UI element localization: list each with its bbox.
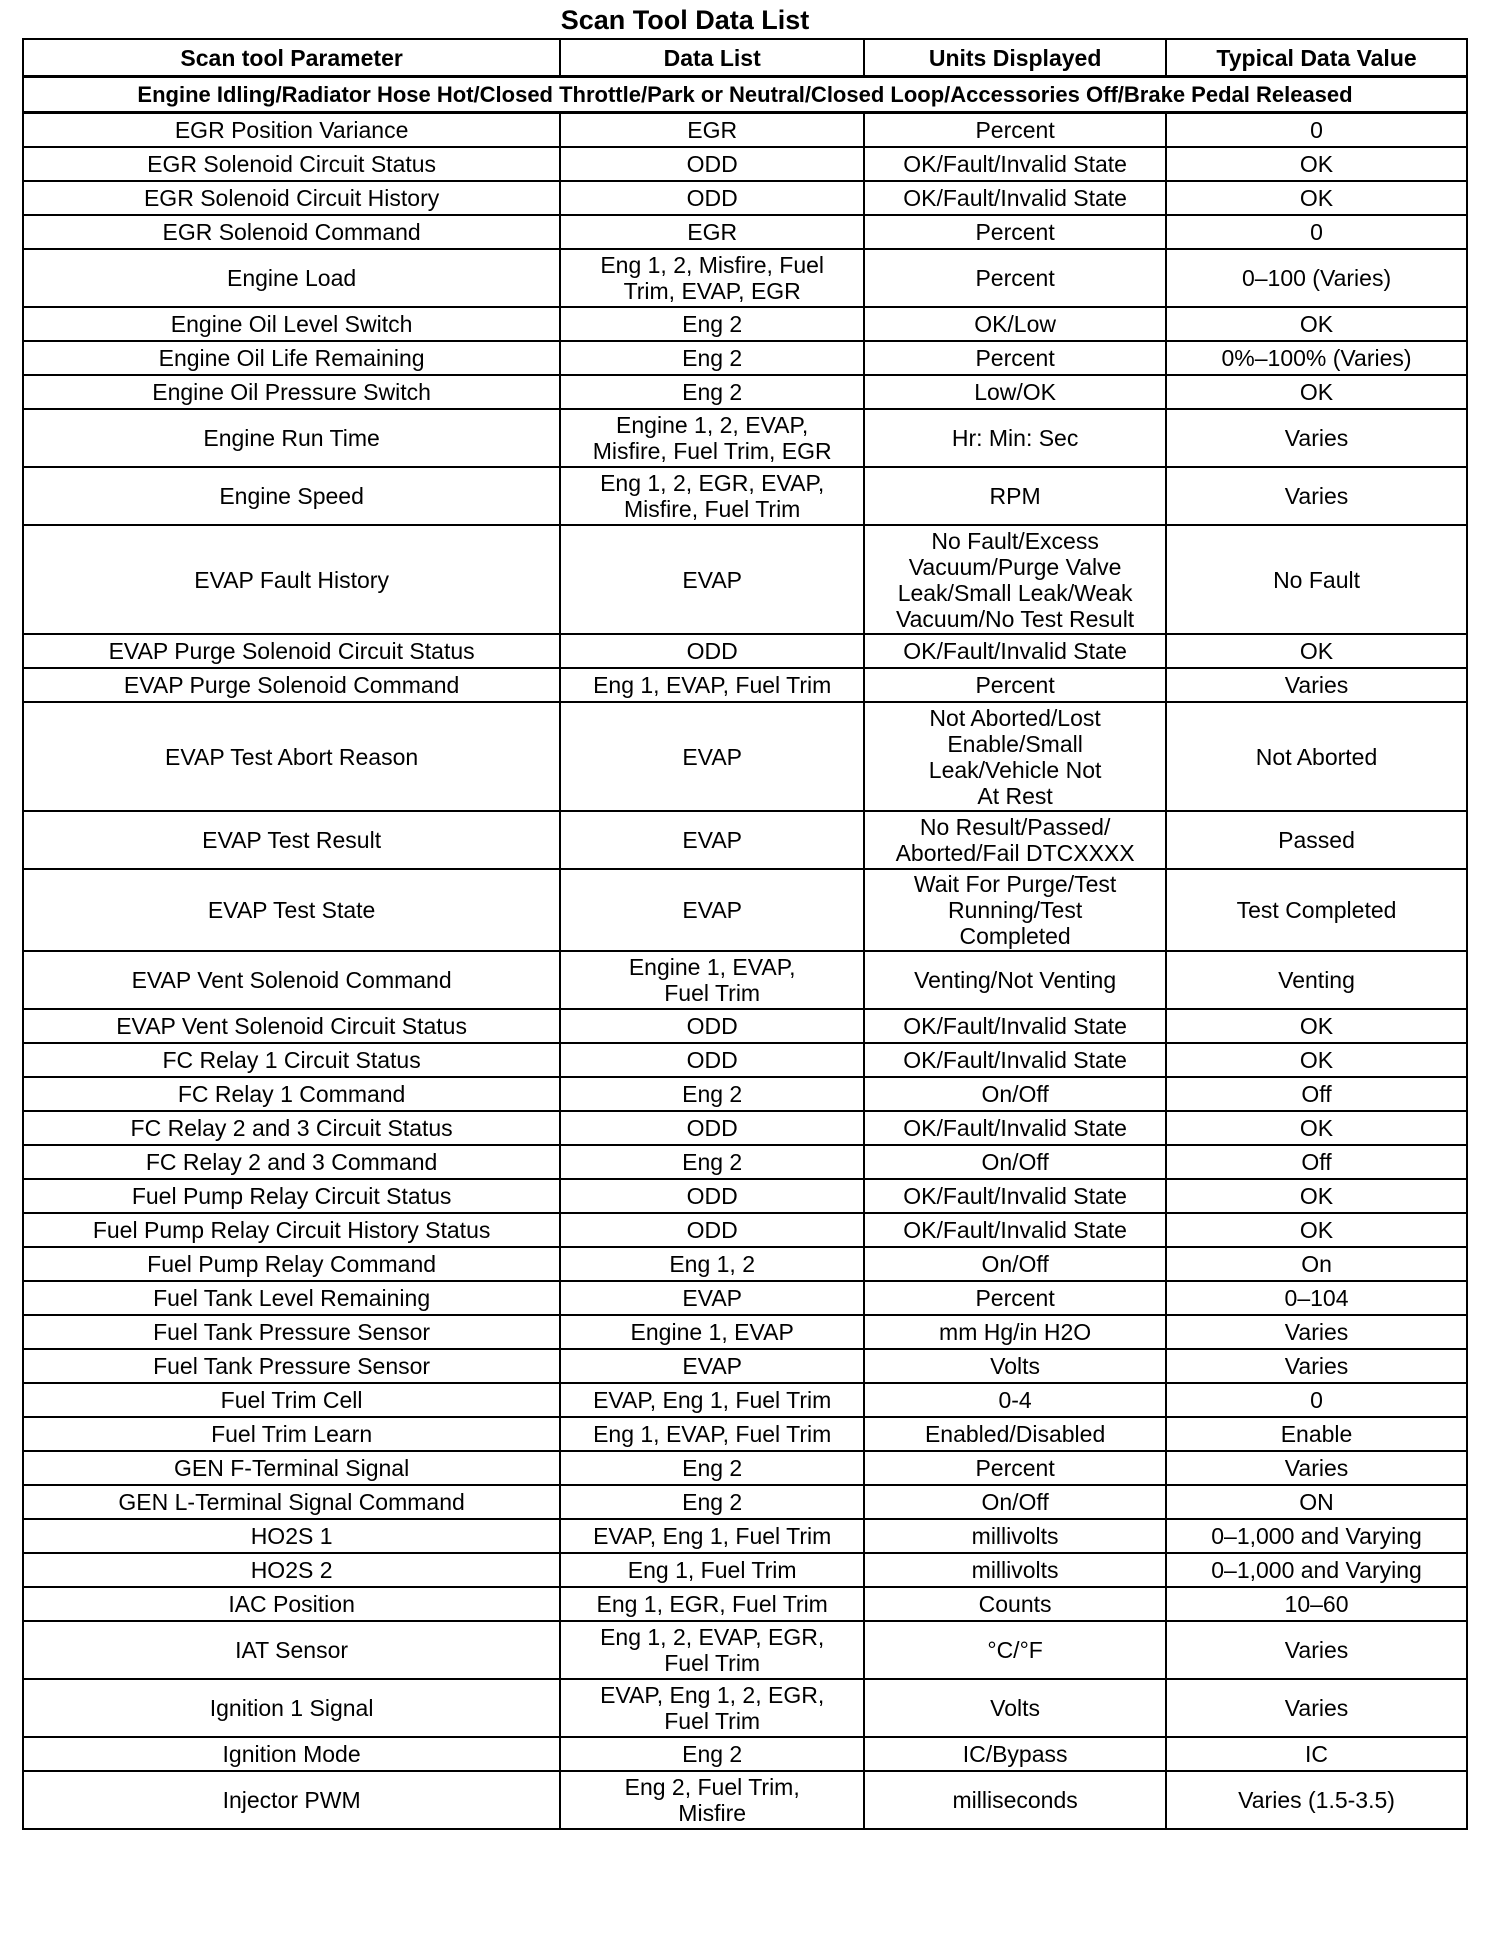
page-title: Scan Tool Data List xyxy=(560,5,810,35)
cell-data-list: EVAP, Eng 1, Fuel Trim xyxy=(560,1519,864,1553)
cell-typical-value: 0–1,000 and Varying xyxy=(1166,1519,1467,1553)
cell-units: No Result/Passed/ Aborted/Fail DTCXXXX xyxy=(864,811,1166,869)
cell-parameter: Injector PWM xyxy=(23,1771,560,1829)
cell-units: OK/Fault/Invalid State xyxy=(864,1009,1166,1043)
cell-typical-value: OK xyxy=(1166,147,1467,181)
cell-units: milliseconds xyxy=(864,1771,1166,1829)
cell-data-list: Eng 2 xyxy=(560,1485,864,1519)
cell-data-list: Eng 2 xyxy=(560,1737,864,1771)
cell-typical-value: OK xyxy=(1166,1043,1467,1077)
cell-typical-value: On xyxy=(1166,1247,1467,1281)
cell-units: Enabled/Disabled xyxy=(864,1417,1166,1451)
cell-units: Wait For Purge/Test Running/Test Completed xyxy=(864,869,1166,951)
cell-typical-value: Varies (1.5-3.5) xyxy=(1166,1771,1467,1829)
cell-units: Percent xyxy=(864,1451,1166,1485)
cell-typical-value: OK xyxy=(1166,1111,1467,1145)
table-row xyxy=(23,1145,1467,1179)
cell-typical-value: Varies xyxy=(1166,1349,1467,1383)
cell-units: On/Off xyxy=(864,1077,1166,1111)
cell-parameter: Ignition Mode xyxy=(23,1737,560,1771)
cell-parameter: EVAP Vent Solenoid Circuit Status xyxy=(23,1009,560,1043)
cell-typical-value: 0–1,000 and Varying xyxy=(1166,1553,1467,1587)
cell-units: Percent xyxy=(864,249,1166,307)
cell-typical-value: ON xyxy=(1166,1485,1467,1519)
cell-parameter: Fuel Tank Pressure Sensor xyxy=(23,1349,560,1383)
table-row xyxy=(23,341,1467,375)
cell-units: No Fault/Excess Vacuum/Purge Valve Leak/Small Leak/Weak Vacuum/No Test Result xyxy=(864,525,1166,634)
cell-data-list: Eng 2 xyxy=(560,1077,864,1111)
cell-data-list: EVAP xyxy=(560,1349,864,1383)
cell-data-list: Eng 2, Fuel Trim, Misfire xyxy=(560,1771,864,1829)
cell-parameter: FC Relay 2 and 3 Command xyxy=(23,1145,560,1179)
table-row xyxy=(23,1043,1467,1077)
cell-units: On/Off xyxy=(864,1145,1166,1179)
table-row xyxy=(23,668,1467,702)
cell-typical-value: Enable xyxy=(1166,1417,1467,1451)
header-typical-value: Typical Data Value xyxy=(1166,39,1467,77)
cell-typical-value: No Fault xyxy=(1166,525,1467,634)
table-row xyxy=(23,1281,1467,1315)
cell-parameter: FC Relay 1 Command xyxy=(23,1077,560,1111)
cell-typical-value: OK xyxy=(1166,1213,1467,1247)
cell-units: millivolts xyxy=(864,1553,1166,1587)
cell-data-list: ODD xyxy=(560,634,864,668)
table-row xyxy=(23,1451,1467,1485)
cell-parameter: Fuel Tank Level Remaining xyxy=(23,1281,560,1315)
cell-typical-value: Varies xyxy=(1166,467,1467,525)
cell-data-list: ODD xyxy=(560,1111,864,1145)
cell-parameter: EGR Solenoid Circuit History xyxy=(23,181,560,215)
table-row xyxy=(23,1587,1467,1621)
cell-typical-value: IC xyxy=(1166,1737,1467,1771)
cell-typical-value: 0–104 xyxy=(1166,1281,1467,1315)
table-row xyxy=(23,702,1467,811)
cell-units: On/Off xyxy=(864,1485,1166,1519)
cell-units: OK/Fault/Invalid State xyxy=(864,1111,1166,1145)
cell-data-list: Eng 1, 2, EGR, EVAP, Misfire, Fuel Trim xyxy=(560,467,864,525)
cell-units: On/Off xyxy=(864,1247,1166,1281)
cell-typical-value: 10–60 xyxy=(1166,1587,1467,1621)
cell-units: Not Aborted/Lost Enable/Small Leak/Vehicle Not At Rest xyxy=(864,702,1166,811)
cell-typical-value: Not Aborted xyxy=(1166,702,1467,811)
cell-parameter: Engine Load xyxy=(23,249,560,307)
cell-typical-value: Varies xyxy=(1166,409,1467,467)
cell-parameter: IAC Position xyxy=(23,1587,560,1621)
cell-units: Percent xyxy=(864,668,1166,702)
cell-parameter: EVAP Test State xyxy=(23,869,560,951)
cell-data-list: EVAP xyxy=(560,702,864,811)
table-row xyxy=(23,1213,1467,1247)
cell-units: Percent xyxy=(864,113,1166,148)
cell-typical-value: Varies xyxy=(1166,1679,1467,1737)
cell-units: OK/Fault/Invalid State xyxy=(864,1179,1166,1213)
cell-data-list: ODD xyxy=(560,1043,864,1077)
cell-units: Venting/Not Venting xyxy=(864,951,1166,1009)
table-row xyxy=(23,1111,1467,1145)
table-row xyxy=(23,525,1467,634)
cell-data-list: Eng 2 xyxy=(560,307,864,341)
cell-data-list: Eng 1, 2, Misfire, Fuel Trim, EVAP, EGR xyxy=(560,249,864,307)
cell-data-list: EVAP, Eng 1, 2, EGR, Fuel Trim xyxy=(560,1679,864,1737)
cell-data-list: Engine 1, EVAP xyxy=(560,1315,864,1349)
cell-data-list: Eng 2 xyxy=(560,341,864,375)
cell-typical-value: Varies xyxy=(1166,668,1467,702)
cell-parameter: EVAP Vent Solenoid Command xyxy=(23,951,560,1009)
cell-data-list: Engine 1, 2, EVAP, Misfire, Fuel Trim, EGR xyxy=(560,409,864,467)
cell-data-list: ODD xyxy=(560,181,864,215)
table-row xyxy=(23,215,1467,249)
cell-units: mm Hg/in H2O xyxy=(864,1315,1166,1349)
table-row xyxy=(23,1009,1467,1043)
cell-units: Percent xyxy=(864,1281,1166,1315)
table-row xyxy=(23,634,1467,668)
cell-typical-value: OK xyxy=(1166,1179,1467,1213)
cell-typical-value: Varies xyxy=(1166,1451,1467,1485)
table-row xyxy=(23,1247,1467,1281)
cell-data-list: Eng 2 xyxy=(560,1145,864,1179)
cell-units: °C/°F xyxy=(864,1621,1166,1679)
cell-units: IC/Bypass xyxy=(864,1737,1166,1771)
cell-units: Hr: Min: Sec xyxy=(864,409,1166,467)
cell-parameter: EVAP Purge Solenoid Circuit Status xyxy=(23,634,560,668)
table-row xyxy=(23,811,1467,869)
table-row xyxy=(23,1077,1467,1111)
cell-units: OK/Fault/Invalid State xyxy=(864,181,1166,215)
cell-data-list: EVAP, Eng 1, Fuel Trim xyxy=(560,1383,864,1417)
cell-data-list: ODD xyxy=(560,1213,864,1247)
cell-parameter: EVAP Test Result xyxy=(23,811,560,869)
cell-data-list: EVAP xyxy=(560,525,864,634)
cell-parameter: Fuel Pump Relay Circuit History Status xyxy=(23,1213,560,1247)
table-row xyxy=(23,181,1467,215)
cell-parameter: Fuel Pump Relay Circuit Status xyxy=(23,1179,560,1213)
cell-parameter: Engine Run Time xyxy=(23,409,560,467)
cell-typical-value: 0%–100% (Varies) xyxy=(1166,341,1467,375)
cell-parameter: GEN L-Terminal Signal Command xyxy=(23,1485,560,1519)
cell-parameter: EGR Position Variance xyxy=(23,113,560,148)
cell-parameter: FC Relay 1 Circuit Status xyxy=(23,1043,560,1077)
table-row xyxy=(23,467,1467,525)
cell-data-list: Eng 1, Fuel Trim xyxy=(560,1553,864,1587)
cell-data-list: EGR xyxy=(560,113,864,148)
cell-typical-value: OK xyxy=(1166,307,1467,341)
cell-data-list: ODD xyxy=(560,1179,864,1213)
cell-parameter: EVAP Fault History xyxy=(23,525,560,634)
table-row xyxy=(23,1315,1467,1349)
cell-parameter: HO2S 2 xyxy=(23,1553,560,1587)
cell-parameter: Engine Speed xyxy=(23,467,560,525)
cell-units: OK/Fault/Invalid State xyxy=(864,1043,1166,1077)
table-row xyxy=(23,1485,1467,1519)
table-row xyxy=(23,1553,1467,1587)
cell-data-list: EVAP xyxy=(560,1281,864,1315)
cell-units: OK/Fault/Invalid State xyxy=(864,634,1166,668)
cell-typical-value: OK xyxy=(1166,1009,1467,1043)
cell-data-list: EVAP xyxy=(560,811,864,869)
cell-parameter: Engine Oil Life Remaining xyxy=(23,341,560,375)
header-parameter: Scan tool Parameter xyxy=(23,39,560,77)
cell-typical-value: 0–100 (Varies) xyxy=(1166,249,1467,307)
table-row xyxy=(23,307,1467,341)
cell-units: millivolts xyxy=(864,1519,1166,1553)
cell-parameter: GEN F-Terminal Signal xyxy=(23,1451,560,1485)
table-row xyxy=(23,1679,1467,1737)
cell-units: Volts xyxy=(864,1349,1166,1383)
cell-units: RPM xyxy=(864,467,1166,525)
cell-units: OK/Low xyxy=(864,307,1166,341)
cell-units: Low/OK xyxy=(864,375,1166,409)
cell-parameter: Engine Oil Level Switch xyxy=(23,307,560,341)
cell-data-list: EVAP xyxy=(560,869,864,951)
cell-typical-value: 0 xyxy=(1166,113,1467,148)
header-row xyxy=(23,39,1467,77)
cell-parameter: EGR Solenoid Command xyxy=(23,215,560,249)
scan-tool-data-table xyxy=(22,38,1468,1830)
cell-data-list: ODD xyxy=(560,147,864,181)
cell-typical-value: Varies xyxy=(1166,1315,1467,1349)
table-row xyxy=(23,1349,1467,1383)
table-row xyxy=(23,147,1467,181)
cell-data-list: Eng 1, EVAP, Fuel Trim xyxy=(560,1417,864,1451)
table-row xyxy=(23,1179,1467,1213)
cell-data-list: Eng 2 xyxy=(560,1451,864,1485)
condition-text: Engine Idling/Radiator Hose Hot/Closed Throttle/Park or Neutral/Closed Loop/Accessories Off/Brake Pedal Released xyxy=(23,77,1467,113)
cell-data-list: Engine 1, EVAP, Fuel Trim xyxy=(560,951,864,1009)
table-row xyxy=(23,1383,1467,1417)
table-row xyxy=(23,1771,1467,1829)
cell-data-list: Eng 1, EGR, Fuel Trim xyxy=(560,1587,864,1621)
table-row xyxy=(23,1621,1467,1679)
cell-typical-value: Passed xyxy=(1166,811,1467,869)
condition-row xyxy=(23,77,1467,113)
cell-units: 0-4 xyxy=(864,1383,1166,1417)
cell-units: Volts xyxy=(864,1679,1166,1737)
cell-units: Counts xyxy=(864,1587,1166,1621)
cell-data-list: EGR xyxy=(560,215,864,249)
cell-units: OK/Fault/Invalid State xyxy=(864,147,1166,181)
header-units: Units Displayed xyxy=(864,39,1166,77)
cell-parameter: FC Relay 2 and 3 Circuit Status xyxy=(23,1111,560,1145)
cell-parameter: Fuel Trim Cell xyxy=(23,1383,560,1417)
cell-typical-value: 0 xyxy=(1166,215,1467,249)
cell-parameter: EGR Solenoid Circuit Status xyxy=(23,147,560,181)
cell-parameter: Fuel Tank Pressure Sensor xyxy=(23,1315,560,1349)
table-row xyxy=(23,869,1467,951)
table-row xyxy=(23,375,1467,409)
table-row xyxy=(23,409,1467,467)
cell-typical-value: Venting xyxy=(1166,951,1467,1009)
cell-typical-value: 0 xyxy=(1166,1383,1467,1417)
table-row xyxy=(23,1417,1467,1451)
cell-parameter: EVAP Purge Solenoid Command xyxy=(23,668,560,702)
table-row xyxy=(23,249,1467,307)
cell-data-list: Eng 1, 2, EVAP, EGR, Fuel Trim xyxy=(560,1621,864,1679)
table-row xyxy=(23,113,1467,148)
cell-typical-value: Varies xyxy=(1166,1621,1467,1679)
cell-data-list: ODD xyxy=(560,1009,864,1043)
cell-units: OK/Fault/Invalid State xyxy=(864,1213,1166,1247)
cell-parameter: HO2S 1 xyxy=(23,1519,560,1553)
table-row xyxy=(23,951,1467,1009)
cell-typical-value: OK xyxy=(1166,375,1467,409)
cell-parameter: Fuel Pump Relay Command xyxy=(23,1247,560,1281)
table-row xyxy=(23,1519,1467,1553)
cell-parameter: Fuel Trim Learn xyxy=(23,1417,560,1451)
cell-parameter: EVAP Test Abort Reason xyxy=(23,702,560,811)
cell-typical-value: Off xyxy=(1166,1077,1467,1111)
cell-typical-value: OK xyxy=(1166,181,1467,215)
cell-typical-value: OK xyxy=(1166,634,1467,668)
cell-parameter: Ignition 1 Signal xyxy=(23,1679,560,1737)
cell-units: Percent xyxy=(864,341,1166,375)
cell-data-list: Eng 1, EVAP, Fuel Trim xyxy=(560,668,864,702)
cell-typical-value: Off xyxy=(1166,1145,1467,1179)
table-body xyxy=(23,77,1467,1830)
cell-units: Percent xyxy=(864,215,1166,249)
header-data-list: Data List xyxy=(560,39,864,77)
cell-data-list: Eng 1, 2 xyxy=(560,1247,864,1281)
cell-typical-value: Test Completed xyxy=(1166,869,1467,951)
table-row xyxy=(23,1737,1467,1771)
cell-data-list: Eng 2 xyxy=(560,375,864,409)
cell-parameter: Engine Oil Pressure Switch xyxy=(23,375,560,409)
cell-parameter: IAT Sensor xyxy=(23,1621,560,1679)
